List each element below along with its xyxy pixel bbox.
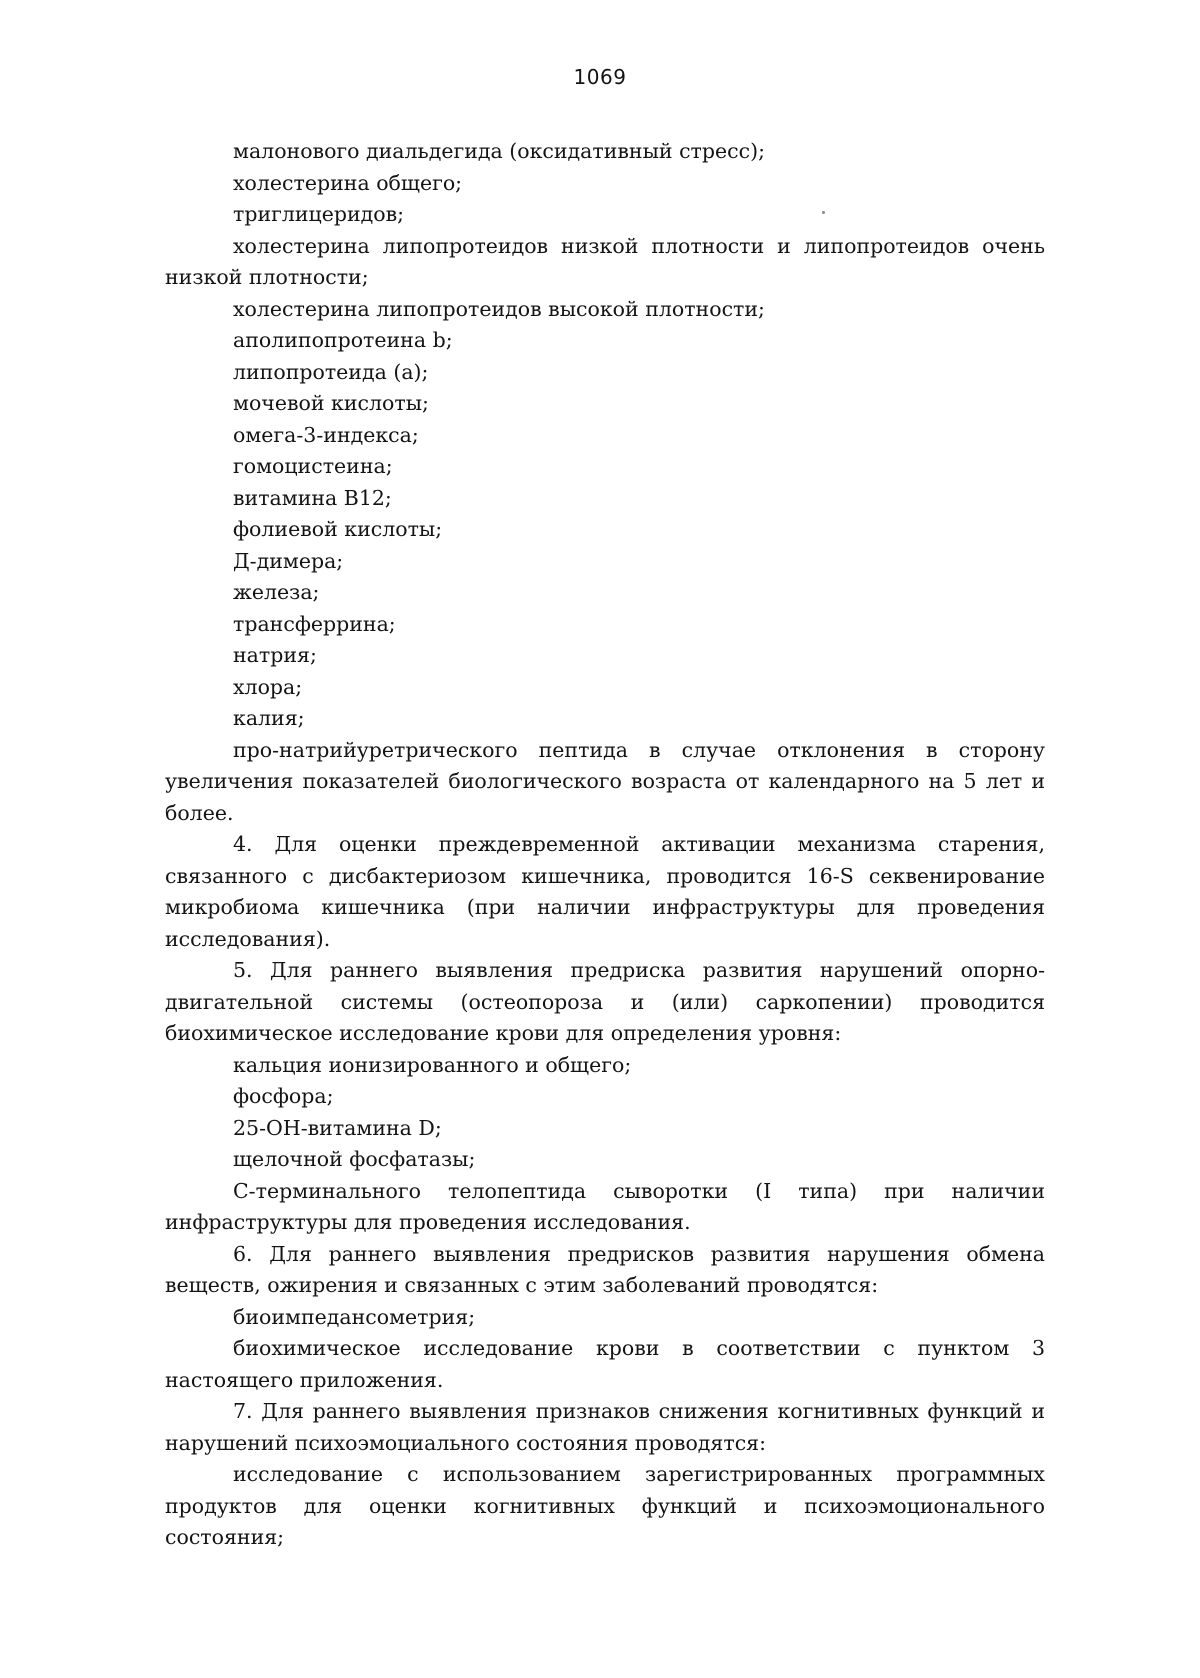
section-paragraph-4: 4. Для оценки преждевременной активации механизма старения, связанного с дисбактериозом кишечника, проводится 16-S секвенирование микробиома кишечника (при наличии инфраструктуры для проведения исследования). [165,832,1045,951]
list-item: холестерина общего; [233,170,463,195]
list-item: аполипопротеина b; [233,328,453,352]
list-item: гомоцистеина; [233,454,393,478]
list-item: биохимическое исследование крови в соответствии с пунктом 3 настоящего приложения. [165,1336,1045,1392]
list-item: кальция ионизированного и общего; [233,1052,632,1077]
list-item: фолиевой кислоты; [233,517,443,541]
list-item: исследование с использованием зарегистрированных программных продуктов для оценки когнитивных функций и психоэмоционального состояния; [165,1462,1045,1549]
list-item: 25-ОН-витамина D; [233,1115,442,1140]
list-item: трансферрина; [233,611,396,636]
list-item: витамина В12; [233,485,392,510]
list-item: натрия; [233,643,317,667]
list-item: щелочной фосфатазы; [233,1147,476,1171]
page-number: 1069 [573,65,627,89]
list-item: Д-димера; [233,548,344,573]
list-item: мочевой кислоты; [233,391,429,415]
section-paragraph-7: 7. Для раннего выявления признаков снижения когнитивных функций и нарушений психоэмоциального состояния проводятся: [165,1399,1045,1455]
list-item: хлора; [233,674,303,699]
section-paragraph-6: 6. Для раннего выявления предрисков развития нарушения обмена веществ, ожирения и связанных с этим заболеваний проводятся: [165,1241,1045,1297]
list-item: холестерина липопротеидов высокой плотности; [233,296,765,321]
section-paragraph-5: 5. Для раннего выявления предриска развития нарушений опорно-двигательной системы (остеопороза и (или) саркопении) проводится биохимическое исследование крови для определения уровня: [165,958,1045,1045]
list-item: триглицеридов; [233,202,405,226]
list-item: С-терминального телопептида сыворотки (I типа) при наличии инфраструктуры для проведения исследования. [165,1178,1045,1234]
list-item: омега-3-индекса; [233,422,419,447]
list-item: фосфора; [233,1084,334,1108]
document-body [165,136,1045,1554]
list-item: железа; [233,580,320,604]
list-item: про-натрийуретрического пептида в случае отклонения в сторону увеличения показателей биологического возраста от календарного на 5 лет и более. [165,737,1045,825]
list-item: холестерина липопротеидов низкой плотности и липопротеидов очень низкой плотности; [165,233,1045,289]
list-item: биоимпедансометрия; [233,1304,476,1329]
list-item: калия; [233,706,305,730]
list-item: малонового диальдегида (оксидативный стресс); [233,139,766,163]
list-item: липопротеида (а); [233,359,429,384]
